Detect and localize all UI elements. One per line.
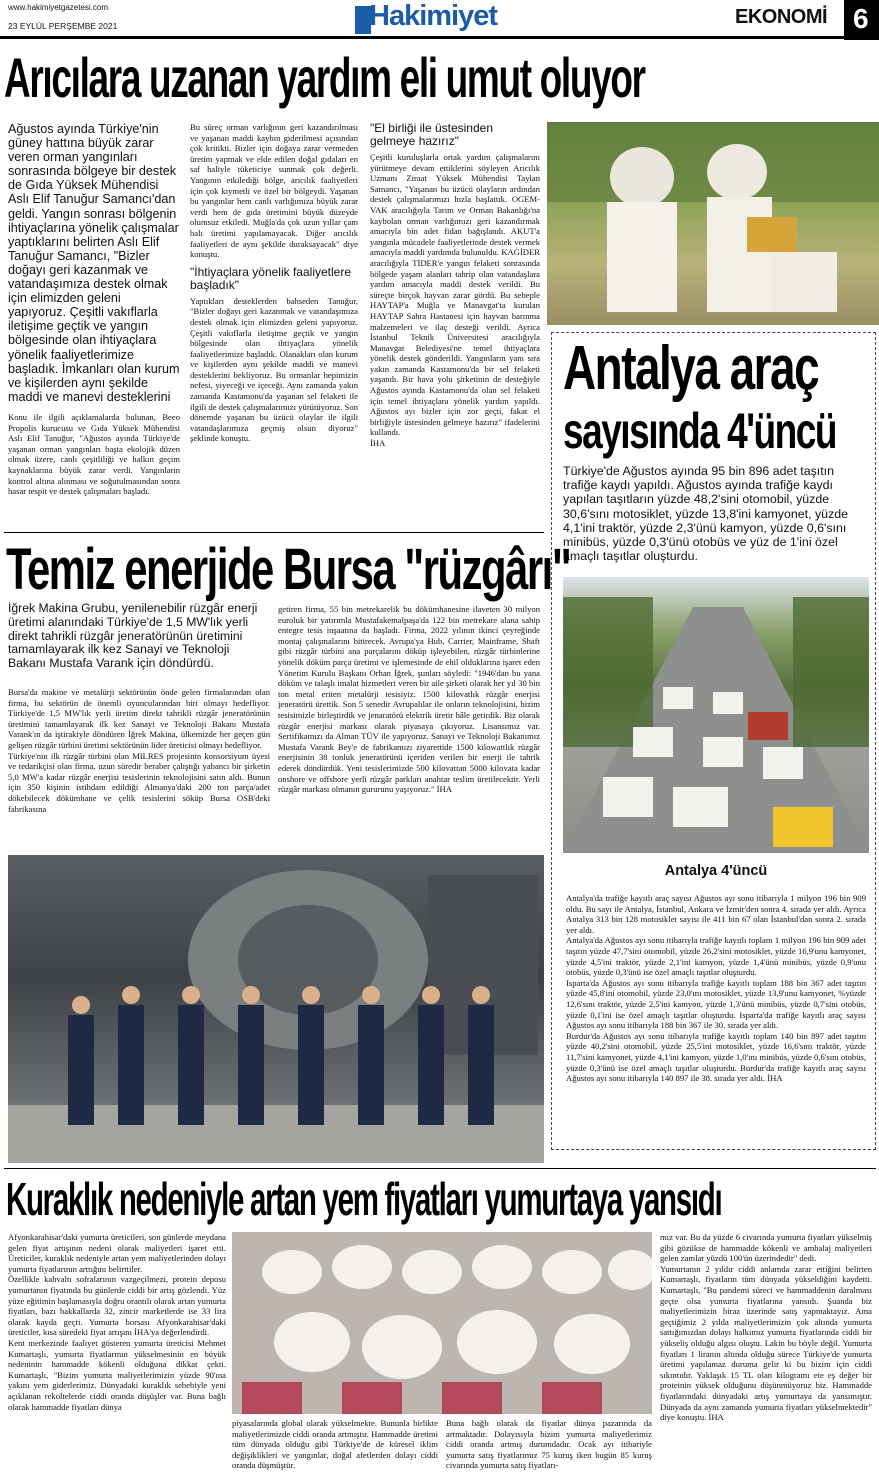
headline-eggs: Kuraklık nedeniyle artan yem fiyatları yumurtaya yansıdı — [6, 1173, 722, 1225]
section-name: EKONOMİ — [735, 6, 828, 28]
body-bursa-1: Bursa'da makine ve metalürji sektörünün önde gelen firmalarından olan firma, bu sektörün de önemli oyuncularından biri olmayı hedefliyor. Türkiye'de 1,5 MW'lık yerli üretim direkt tahrikli rüzgâr jeneratörünün üretimini tamamlayarak ilk kez Sanayi ve Teknoloji Bakanı Mustafa Varank'ın da iştirakiyle döndüren İğrek Makina, ülkemizde her geçen gün gelişen rüzgâr türbini üretimi sektörünün lider üreticisi olmayı hedefliyor. Türkiye'nin ilk rüzgâr türbini olan MILRES projesinin konsorsiyum üyesi ve tedarikçisi olan firma, uzun süredir beraber çalıştığı yabancı bir şirketin 5,0 MW'a kadar rüzgâr enerjisi tesislerinin teknolojisini satın aldı. Bunun için 350 kişinin istihdam edildiği Almanya'daki 200 ton parça/adet dökebilecek dökümhane ve çelik tesislerini söküp Bursa OSB'deki fabrikasına — [8, 687, 270, 814]
newspaper-logo: Hakimiyet — [355, 2, 515, 36]
headline-antalya-1: Antalya araç — [563, 334, 819, 403]
body-eggs-2: piyasalarında global olarak yükselmekte. Bununla birlikte maliyetlerimizde ciddi oranda artmıştır. Hammadde üretimi tüm dünyada olduğu gibi Türkiye'de de küresel iklim değişiklikleri ve yangınlar, doğal afetlerden dolayı ciddi oranda düşmüştür. — [232, 1418, 438, 1471]
caption-antalya: Antalya 4'üncü — [664, 863, 768, 879]
issue-date: 23 EYLÜL PERŞEMBE 2021 — [8, 21, 118, 31]
headline-bursa: Temiz enerjide Bursa "rüzgârı" — [6, 537, 571, 602]
body-bursa-2: getiren firma, 55 bin metrekarelik bu dökümhanesine ilaveten 30 milyon euroluk bir yatırımla Mustafakemalpaşa'da 122 bin metrekare alana sahip entegre tesis inşaatına da başladı. Firma, 2022 yılının ikinci çeyreğinde montaj çalışmalarını bitirecek. Avrupa'ya Hub, Carrier, Mainframe, Shaft gibi rüzgâr türbini ana parçalarını döküp işleyebilen, rüzgâr türbinlerine yönelik döküm parça üretimi ve işlemesinde de ehil olduklarına işaret eden Yönetim Kurulu Başkanı Orhan İğrek, şunları söyledi: "1946'dan bu yana döküm ve talaşlı imalat hizmetleri veren bir aile şirketi olarak her yıl 30 bin ton metal eriten metalürji tesisiyiz. 1500 kilovatlık rüzgâr enerjisi jeneratörü ürettik. Son 5 senedir Avrupalılar ile onların teknolojisini, bizim tesisimizle birleştirdik ve jenaratörü elektrik üretir hâle getirdik. Biz olarak rüzgâr enerjisi markası olarak piyasaya çıkıyoruz. Lisansımız var. Sertifikamızı da Alman TÜV ile yapıyoruz. Sanayi ve Teknoloji Bakanımız Mustafa Varank Bey'e de fabrikamızı ziyarettide 1500 kilowattlık rüzgâr enerjisinin 38 tonluk jeneratörünü içeriden verilen bir enerji ile tahrik ederek döndürdük. Yeni tesislerimizde 500 kilovattan 5000 kilovata kadar onshore ve offshore yerli rüzgâr parkları anahtar teslim üretilecektir. Yerli rüzgâr markası olmanın gururunu yaşıyoruz." İHA — [278, 604, 540, 795]
lead-bursa: İğrek Makina Grubu, yenilenebilir rüzgâr enerji üretimi alanındaki Türkiye'de 1,5 MW'lık yerli direkt tahrikli rüzgâr jeneratörünün üretimini tamamlayarak ilk kez Sanayi ve Teknoloji Bakanı Mustafa Varank için döndürdü. — [8, 602, 258, 671]
factory-visit-photo — [8, 855, 544, 1163]
traffic-photo — [563, 577, 869, 853]
subhead-solidarity: "El birliği ile üstesinden gelmeye hazırız" — [370, 122, 493, 148]
lead-beekeepers: Ağustos ayında Türkiye'nin güney hattına büyük zarar veren orman yangınları sonrasında bölgeye bir destek de Gıda Yüksek Mühendisi Aslı Elif Tanuğur Samancı'dan geldi. Yangın sonrası bölgenin ihtiyaçlarına yönelik çalışmalar yaptıklarını belirten Aslı Elif Tanuğur Samancı, "Bizler doğayı geri kazanmak ve vatandaşımıza destek olmak için elimizden geleni yapıyoruz. Çeşitli vakıflarla iletişime geçtik ve yangın bölgesinde olan ihtiyaçlara yönelik faaliyetlerimize başladık. İmkanları olan kurum ve kişilerden aynı şekilde maddi ve manevi desteklerini — [8, 122, 180, 404]
body-beekeepers-1: Konu ile ilgili açıklamalarda bulunan, Beeo Propolis kurucusu ve Gıda Yüksek Mühendisi Aslı Elif Tanuğur, "Ağustos ayında Türkiye'de yaşanan orman yangınları başta ekolojik düzen olmak üzere, canlı çeşitliliği ve halkın geçim kaynaklarına büyük zarar verdi. Yangınların kontrol altına alınması ve soğutulmasından sonra hasar tespit ve destek çalışmaları başladı. — [8, 412, 180, 497]
headline-antalya-2: sayısında 4'üncü — [563, 403, 837, 459]
beekeepers-photo — [547, 122, 879, 325]
subhead-needs: "İhtiyaçlara yönelik faaliyetlere başladık" — [190, 264, 352, 292]
body-eggs-1: Afyonkarahisar'daki yumurta üreticileri, son günlerde meydana gelen fiyat artışının nedeni olarak maliyetleri işaret etti. Üreticiler, kuraklık nedeniyle artan yem maliyetlerinden dolayı yumurta fiyatlarının arttığını belirttiler. Özellikle kahvaltı sofralarının vazgeçilmezi, protein deposu yumurtanın fiyatında bu günlerde ciddi bir artış gözlendi. Yüz yüze eğitimin başlamasıyla doğru orantılı olarak artan yumurta fiyatları, bazı bakkallarda 32, zincir marketlerde ise 33 lira olarak kayda geçti. Yumurta borsası Afyonkarahisar'daki üreticiler, kısa süredeki fiyat artışını İHA'ya değerlendirdi. Kent merkezinde faaliyet gösteren yumurta üreticisi Mehmet Kumartaşlı, yumurta fiyatlarının yükselmesinin en büyük nedeninin hammadde kökenli olduğuna dikkat çekti. Kumartaşlı, "Bizim yumurta maliyetlerimizin yüzde 90'ına yakını yem giderlerimiz. Dünyadaki kuraklık sebebiyle yeni açıklanan rekoltelerde ciddi oranda düşüşler var. Buna bağlı olarak hammadde fiyatları dünya — [8, 1232, 226, 1412]
lead-antalya: Türkiye'de Ağustos ayında 95 bin 896 adet taşıtın trafiğe kaydı yapıldı. Ağustos ayında trafiğe kaydı yapılan taşıtların yüzde 48,2'sini otomobil, yüzde 30,6'sını motosiklet, yüzde 13,8'ini kamyonet, yüzde 4,1'ini traktör, yüzde 2,3'ünü kamyon, yüzde 0,6'sını minibüs, yüzde 0,3'ünü otobüs ve yüz de 1'ini özel amaçlı taşıtlar oluşturdu. — [563, 464, 849, 564]
body-eggs-3: Buna bağlı olarak da fiyatlar dünya pazarında da artmaktadır. Dolayısıyla bizim yumurta maliyetlerimiz ciddi oranda artmış durumdadır. Ocak ayı itibariyle yumurta satış fiyatlarımız 75 kuruş iken bugün 85 kuruş civarında yumurta satış fiyatları- — [446, 1418, 652, 1471]
body-beekeepers-3: "El birliği ile üstesinden gelmeye hazırız" Çeşitli kuruluşlarla ortak yardım çalışmalarını yürütmeye devam ettiklerini söyleyen Arıcılık Uzmanı Ziraat Yüksek Mühendisi Taylan Samancı, "Yaşanan bu üzücü olayların ardından destek çalışmalarımızı hızla başlattık. OGEM-VAK aracılığıyla Tarım ve Orman Bakanlığı'na kaybolan orman varlığımızı geri kazandırmak amacıyla bin adet fidan bağışlandı. AKUT'a yangınla mücadele faaliyetlerinde destek vermek amacıyla maddi yardımda bulunuldu. KAGİDER aracılığıyla TİDER'e yangın felaketi sonrasında bölgede yaşam alanları tahrip olan vatandaşlara yardım amacıyla maddi destek verildi. Bu süreçte birçok hayvan zarar gördü. Bu sebeple HAYTAP'a Muğla ve Manavgat'ta kurulan HAYTAP Sahra Hastanesi için hayvan barınma malzemeleri ve ilaç desteği verildi. Ayrıca İstanbul Teknik Üniversitesi aracılığıyla Manavgat Belediyesi'ne temel ihtiyaçlara yönelik destek gönderildi. Yangınların yanı sıra yakın zamanda Kastamonu'da bir sel felaketi yaşandı. Bir hava yolu şirketinin de desteğiyle Ağustos ayında Kastamonu'da olan sel felaketi için temel ihtiyaçlara yönelik yardım yapıldı. Ağustos ayı bizler için zor geçti, fakat el birliğiyle üstesinden gelmeye hazırız" ifadelerini kullandı. İHA — [370, 122, 540, 449]
eggs-photo — [232, 1232, 652, 1414]
site-url[interactable]: www.hakimiyetgazetesi.com — [8, 3, 109, 12]
headline-beekeepers: Arıcılara uzanan yardım eli umut oluyor — [4, 46, 645, 109]
body-eggs-4: mız var. Bu da yüzde 6 civarında yumurta fiyatları yükselmiş gibi gözükse de hammadde kökenli ve ambalaj maliyetleri gelen zamlar yüzdü 100'ün üzerindedir" dedi. Yumurtanın 2 yıldır ciddi anlamda zarar ettiğini belirten Kumartaşlı, fiyatların tüm dünyada yükseldiğini kaydetti. Kumartaşlı, "Bu pandemi süreci ve hammaddenin daralması geçte olsa yumurta fiyatlarına yansıdı. Şuanda biz maliyetlerimizin biraz üzerinde satış yapmaktayız. Ama geçtiğimiz 2 yılda maliyetlerimizin çok altında yumurta sattığımızdan dolayı halkımız yumurta fiyatlarında ciddi bir yükseliş olduğu algısı oluştu. Lakin bu böyle değil. Yumurta fiyatları 1 liranın altında olduğu sürece Türkiye'de yumurta üretimi yapılamaz duruma gelir ki bu bizim için ciddi sıkıntıdır. Yaklaşık 15 TL olan kilogramı ete eş değer bir proteinin yüksek olduğunu düşünmüyoruz biz. Hammadde fiyatlarındaki dünyadaki artış yumurtaya da yansımıştır. Dünyada da aynı zamanda yumurta fiyatları yükselmektedir" diye konuştu. İHA — [660, 1232, 872, 1423]
masthead — [0, 0, 879, 42]
body-beekeepers-2: Bu süreç orman varlığının geri kazandırılması ve yaşanan maddi kaybın giderilmesi açısından çok kritikti. Bizler için doğaya zarar vermeden üretim yapmak ve elde edilen doğal gıdaları en saf haliyle tüketiciye sunmak çok değerli. Yangının etkilediği bölge, arıcılık faaliyetleri için çok kıymetli ve özel bir bölgeydi. Yaşanan bu yangınlar hem canlı varlığımıza büyük zarar verdi hem de gıda üretimini büyük düzeyde olumsuz etkiledi. Muğla'da çok uzun yıllar çam balı üretimi yapılamayacak. Diğer arıcılık faaliyetleri de aynı şekilde duraksayacak" diye konuştu. "İhtiyaçlara yönelik faaliyetlere başladık" Yaptıkları desteklerden bahseden Tanuğur, "Bizler doğayı geri kazanmak ve vatandaşımıza destek olmak için elimizden geleni yapıyoruz. Çeşitli vakıflarla iletişime geçtik ve yangın bölgesinde olan ihtiyaçlara yönelik faaliyetlerimize başladık. Olanakları olan kurum ve kişilerden aynı şekilde maddi ve manevi desteklerini bekliyoruz. Bu ormanlar hepimizin nefesi, yiyeceği ve içeceği. Aynı zamanda yakın zamanda Kastamonu'da yaşanan sel felaketi ile ilgili de destek çalışmalarımızı yürütüyoruz. Son dönemde yaşanan bu üzücü olaylar ile ilgili vatandaşlarımıza geçmiş olsun diyoruz" şeklinde konuştu. — [190, 122, 358, 444]
page-number: 6 — [844, 0, 879, 40]
body-antalya: Antalya'da trafiğe kayıtlı araç sayısı Ağustos ayı sonu itibarıyla 1 milyon 196 bin 909 oldu. Bu sayı ile Antalya, İstanbul, Ankara ve İzmir'den sonra 4. sırada yer aldı. Ayrıca Antalya 313 bin 128 motosiklet sayısı ile 411 bin 67 olan İstanbul'dan sonra 2. sırada yer aldı. Antalya'da Ağustos ayı sonu itibarıyla trafiğe kayıtlı toplam 1 milyon 196 bin 909 adet taşıtın yüzde 47,7'sini otomobil, yüzde 26,2'sini motosiklet, yüzde 16,9'unu kamyonet, yüzde 4,5'ini traktör, yüzde 2,1'ini kamyon, yüzde 1,4'ünü minibüs, yüzde 0,9'unu otobüs, yüzde 0,3'ünü ise özel amaçlı taşıtlar oluşturdu. Isparta'da Ağustos ayı sonu itibarıyla trafiğe kayıtlı toplam 188 bin 367 adet taşıtın yüzde 45,8'ini otomobil, yüzde 23,0'ını motosiklet, yüzde 13,9'unu kamyonet, %yüzde 12,6'sını traktör, yüzde 2,5'ini kamyon, yüzde 1,3'ünü minibüs, yüzde 0,7'sini otobüs, yüzde 0,1'ini ise özel amaçlı taşıtlar oluşturdu. Isparta'da trafiğe kayıtlı araç sayısı Ağustos ayı sonu itibarıyla 188 bin 367 ile 30. sırada yer aldı. Burdur'da Ağustos ayı sonu itibarıyla trafiğe kayıtlı toplam 140 bin 897 adet taşıtın yüzde 40,2'sini otomobil, yüzde 25,5'ini motosiklet, yüzde 16,6'sını traktör, yüzde 11,7'sini kamyonet, yüzde 4,1'ini kamyon, yüzde 1,0'ını minibüs, yüzde 0,6'sını otobüs, yüzde 0,3'ünü ise özel amaçlı taşıtlar oluşturdu. Burdur'da trafiğe kayıtlı araç sayısı Ağustos ayı sonu itibarıyla 140 897 ile 38. sırada yer aldı. İHA — [566, 893, 866, 1084]
